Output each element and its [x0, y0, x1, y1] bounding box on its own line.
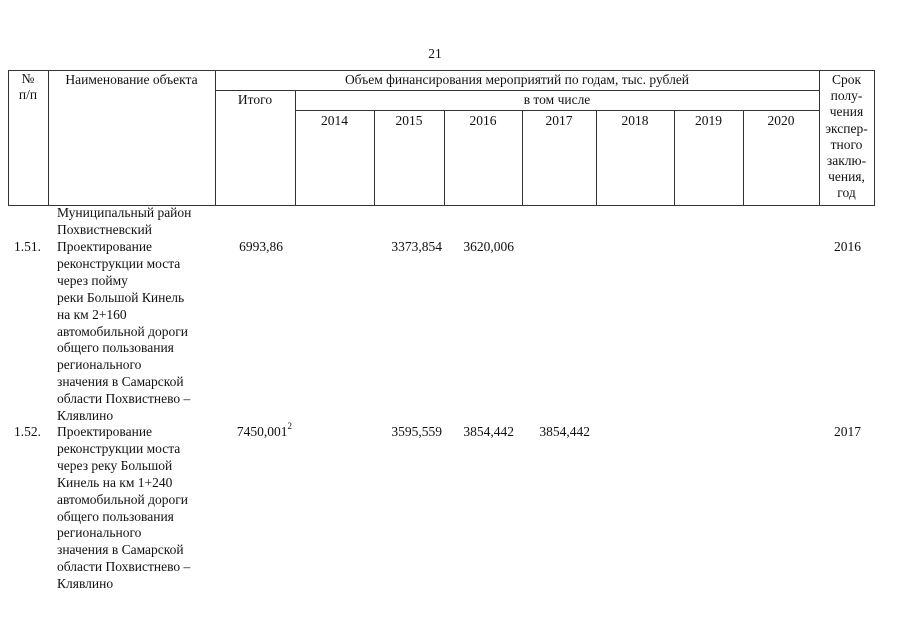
row-2016: 3620,006 [463, 239, 514, 254]
header-deadline-line: Срок [831, 72, 862, 87]
header-deadline-line: экспер- [825, 120, 868, 136]
header-deadline-line: полу- [830, 88, 863, 104]
row-name-line: автомобильной дороги [57, 323, 188, 339]
row-name-line: общего пользования [57, 340, 174, 356]
header-total: Итого [237, 92, 273, 107]
row-2016: 3854,442 [463, 424, 514, 439]
row-name [57, 239, 217, 425]
header-deadline-line: чения [829, 104, 864, 120]
row-number: 1.51. [14, 239, 41, 254]
year-2018: 2018 [621, 113, 649, 128]
header-number-line: № [21, 71, 35, 86]
row-total [215, 421, 292, 440]
row-name-line: через пойму [57, 272, 128, 288]
row-deadline: 2016 [834, 239, 861, 254]
header-deadline [819, 72, 874, 202]
year-2014: 2014 [321, 113, 348, 128]
header-financing: Объем финансирования мероприятий по годам, тыс. рублей [344, 72, 690, 87]
row-name-line: Клявлино [57, 576, 114, 592]
row-2015: 3595,559 [391, 424, 442, 439]
section-title [57, 205, 217, 239]
header-deadline-line: тного [830, 136, 863, 152]
row-name-line: общего пользования [57, 508, 174, 524]
row-name [57, 424, 217, 593]
row-total-footnote: 2 [287, 421, 292, 431]
row-name-line: автомобильной дороги [57, 491, 188, 507]
row-name-line: значения в Самарской [57, 374, 184, 390]
header-deadline-line: заклю- [826, 153, 867, 169]
row-2017: 3854,442 [539, 424, 590, 439]
page-number: 21 [428, 46, 442, 61]
header-deadline-line: год [837, 185, 856, 201]
year-2020: 2020 [767, 113, 795, 128]
row-name-line: значения в Самарской [57, 542, 184, 558]
row-2015: 3373,854 [391, 239, 442, 254]
header-number [8, 71, 48, 103]
section-title-line: Похвистневский [57, 221, 152, 237]
header-including: в том числе [523, 92, 591, 107]
row-name-line: реконструкции моста [57, 255, 181, 271]
year-2015: 2015 [395, 113, 423, 128]
row-deadline: 2017 [834, 424, 861, 439]
row-total [215, 239, 283, 255]
row-name-line: реконструкции моста [57, 440, 181, 456]
row-name-line: области Похвистнево – [57, 559, 191, 575]
row-name-line: на км 2+160 [57, 306, 127, 322]
year-2019: 2019 [695, 113, 722, 128]
year-2016: 2016 [469, 113, 497, 128]
row-name-line: Кинель на км 1+240 [57, 474, 173, 490]
year-2017: 2017 [545, 113, 573, 128]
row-name-line: области Похвистнево – [57, 391, 191, 407]
row-total-value: 6993,86 [239, 239, 283, 254]
row-name-line: Клявлино [57, 408, 114, 424]
row-number: 1.52. [14, 424, 41, 439]
row-name-line: Проектирование [57, 424, 153, 439]
row-name-line: Проектирование [57, 239, 153, 254]
header-name: Наименование объекта [65, 72, 198, 87]
row-total-value: 7450,001 [236, 424, 288, 439]
header-deadline-line: чения, [828, 169, 865, 185]
header-number-line: п/п [18, 87, 38, 102]
row-name-line: реки Большой Кинель [57, 289, 185, 305]
row-name-line: регионального [57, 357, 142, 373]
row-name-line: через реку Большой [57, 457, 173, 473]
section-title-line: Муниципальный район [57, 205, 192, 220]
row-name-line: регионального [57, 525, 142, 541]
